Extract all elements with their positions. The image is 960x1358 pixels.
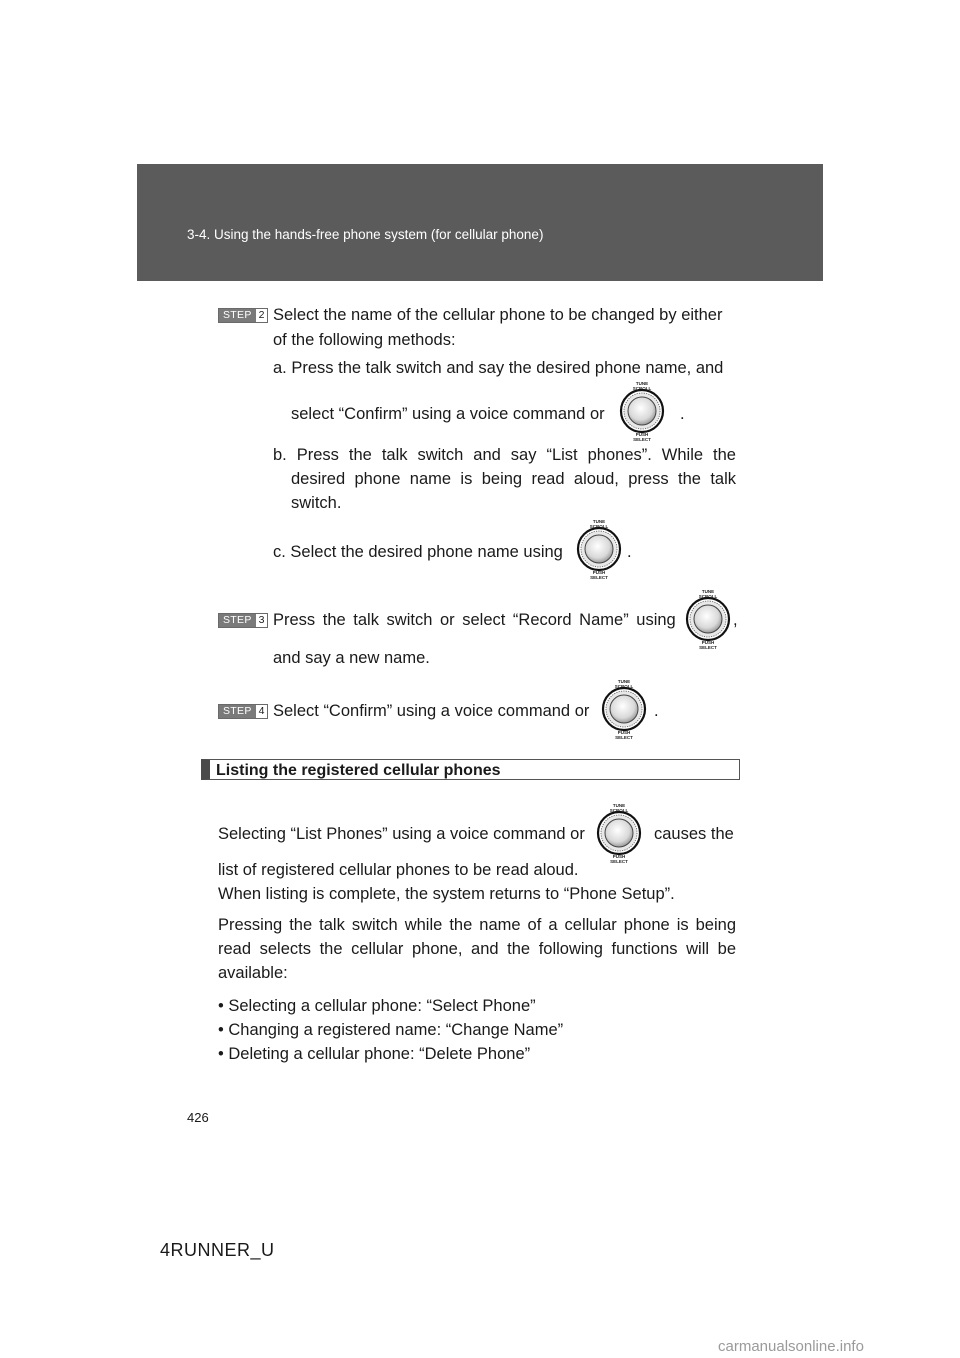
tune-scroll-knob-icon (597, 676, 651, 740)
step2-option-a-line2: select “Confirm” using a voice command or (291, 405, 605, 423)
step-badge-label: STEP (219, 614, 256, 627)
tune-scroll-knob-icon (615, 378, 669, 442)
step4-line1-end: . (654, 702, 659, 720)
bullet-item: • Selecting a cellular phone: “Select Phone” (218, 997, 536, 1015)
page-number: 426 (187, 1110, 209, 1125)
list-phones-paragraph-line2: list of registered cellular phones to be read aloud. (218, 861, 579, 879)
watermark: carmanualsonline.info (718, 1338, 864, 1355)
tune-scroll-knob-icon (681, 586, 735, 650)
tune-scroll-knob-icon (592, 800, 646, 864)
header-band (137, 164, 823, 281)
step-badge-label: STEP (219, 309, 256, 322)
section-title: 3-4. Using the hands-free phone system (for cellular phone) (187, 227, 544, 242)
bullet-item: • Changing a registered name: “Change Name” (218, 1021, 564, 1039)
step-badge (218, 704, 268, 719)
list-phones-paragraph-end: causes the (654, 825, 734, 843)
step2-option-c-end: . (627, 543, 632, 561)
step-badge-number: 3 (256, 614, 268, 627)
step-badge-number: 2 (256, 309, 268, 322)
step3-line2: and say a new name. (273, 649, 430, 667)
list-phones-paragraph-start: Selecting “List Phones” using a voice command or (218, 825, 585, 843)
model-code: 4RUNNER_U (160, 1240, 275, 1260)
step3-line1-end: , (733, 611, 738, 629)
step2-line1: Select the name of the cellular phone to be changed by either (273, 306, 723, 324)
section-heading: Listing the registered cellular phones (201, 759, 740, 780)
tune-scroll-knob-icon (572, 516, 626, 580)
step-badge (218, 613, 268, 628)
bullet-item: • Deleting a cellular phone: “Delete Phone” (218, 1045, 531, 1063)
step2-option-a-end: . (680, 405, 685, 423)
step2-option-a-line1: a. Press the talk switch and say the desired phone name, and (273, 359, 724, 377)
talk-switch-paragraph: Pressing the talk switch while the name of a cellular phone is being read selects the cellular phone, and the following functions will be available: (218, 916, 736, 982)
step2-line2: of the following methods: (273, 331, 456, 349)
step3-line1: Press the talk switch or select “Record Name” using (273, 611, 676, 629)
step2-option-c: c. Select the desired phone name using (273, 543, 563, 561)
step2-option-b-text: b. Press the talk switch and say “List phones”. While the desired phone name is being read aloud, press the talk switch. (273, 446, 736, 512)
step4-line1: Select “Confirm” using a voice command or (273, 702, 590, 720)
step2-option-b (273, 443, 736, 515)
step-badge-label: STEP (219, 705, 256, 718)
step-badge-number: 4 (256, 705, 268, 718)
list-phones-paragraph-line3: When listing is complete, the system returns to “Phone Setup”. (218, 885, 675, 903)
step-badge (218, 308, 268, 323)
